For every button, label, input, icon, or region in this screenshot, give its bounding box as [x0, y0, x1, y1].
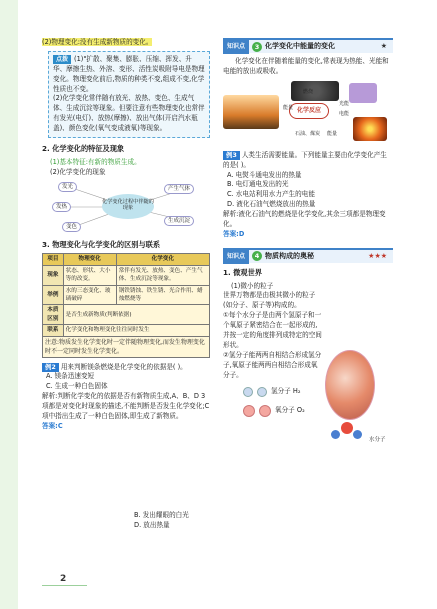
example-3-options	[223, 171, 393, 211]
kp-tag: 知识点	[223, 39, 249, 54]
example-3-analysis: 解析:液化石油气的燃烧是化学变化,其余三项都是物理变化。	[223, 210, 386, 229]
h-atom-icon	[353, 430, 362, 439]
row-label: 联系	[43, 325, 64, 336]
water-molecule	[335, 422, 359, 442]
option: A. 镁条迅速变短	[46, 372, 95, 381]
tip-tag: 点拨	[53, 55, 71, 64]
mindmap-node: 生成沉淀	[164, 216, 194, 226]
sunset-image	[223, 95, 279, 129]
sec3-title: 3. 物理变化与化学变化的区别与联系	[42, 239, 161, 249]
scene-label: 光能	[339, 100, 350, 107]
energy-scene	[223, 81, 393, 147]
th-physical: 物理变化	[63, 254, 116, 265]
page-line	[42, 585, 87, 586]
o-atom-icon	[259, 405, 271, 417]
scene-label: 能量	[327, 130, 338, 137]
option: C. 生成一种白色固体	[46, 382, 108, 391]
scene-label: 能量	[283, 104, 294, 111]
kp-tag: 知识点	[223, 249, 249, 264]
sec1-point-1: ①每个水分子是由两个氢原子和一个氧原子紧密结合在一起形成的,并按一定的角度排列成特定的空间形状。	[223, 311, 322, 349]
left-column	[42, 38, 210, 432]
example-2-question: 用来判断镁条燃烧是化学变化的依据是( )。	[60, 362, 187, 371]
mindmap-node: 变色	[62, 222, 81, 232]
option: B. 电灯通电发出的光	[227, 180, 289, 189]
tip-1-text: (1)"扩散、聚集、膨胀、压缩、挥发、升华、摩擦生热、外溶、变形、活性炭吸附导电是物理变化。物理变化前后,物质的种类不变,组成不变,化学性质也不变。	[53, 54, 205, 93]
mindmap-node: 发热	[52, 202, 71, 212]
cell-physical: 水的三态变化、玻璃破碎	[63, 285, 116, 305]
th-chemical: 化学变化	[116, 254, 209, 265]
example-2-analysis: 解析:判断化学变化的依据是否有新物质生成,A、B、D 3项都是对变化时现象的描述,不能判断是否发生化学变化;C项中指出生成了一种白色固体,即生成了新物质。	[42, 392, 210, 420]
h-atom-icon	[243, 387, 253, 397]
row-label: 本质区别	[43, 305, 64, 325]
o-atom-icon	[243, 405, 255, 417]
h2-label: 氢分子 H₂	[271, 386, 301, 395]
example-2	[42, 363, 210, 373]
tip-box	[48, 51, 210, 138]
knowledge-point-4-bar	[223, 248, 393, 263]
knowledge-point-3-bar	[223, 38, 393, 53]
star-icon: ★	[380, 42, 387, 51]
example-3-tag: 例3	[223, 151, 240, 161]
example-3-answer: 答案:D	[223, 229, 245, 238]
example-2-answer: 答案:C	[42, 421, 63, 430]
cell-merged: 是否生成新物质(判断依据)	[63, 305, 209, 325]
option-d: D. 放出热量	[134, 521, 170, 529]
kp-number: 3	[252, 42, 262, 52]
star-icon: ★★★	[368, 252, 387, 261]
flower-image	[349, 83, 377, 103]
example-2-tag: 例2	[42, 363, 59, 373]
option: A. 电熨斗通电发出的热量	[227, 170, 302, 179]
fire-image	[353, 117, 387, 141]
cell-merged: 化学变化和物理变化往往同时发生	[63, 325, 209, 336]
scene-label: 石油、煤炭	[295, 130, 321, 137]
tip-2: (2)化学变化常伴随有放光、放热、变色、生成气体、生成沉淀等现象。但要注意有些物理变化也常伴有发光(电灯)、放热(摩擦)、放出气体(开启汽水瓶盖)、颜色变化(氧气变成液氧)等现象。	[53, 94, 205, 133]
option: D. 液化石油气燃烧放出的热量	[227, 200, 316, 209]
kp-title: 化学变化中能量的变化	[265, 42, 336, 51]
cell-chemical: 钢铁锈蚀、铁生锈、光合作用、蜡烛燃烧等	[116, 285, 209, 305]
table-note: 注意:物质发生化学变化时一定伴随物理变化,而发生物理变化时不一定同时发生化学变化。	[42, 337, 210, 358]
h-atom-icon	[331, 430, 340, 439]
item-physical-change	[42, 38, 210, 48]
sec2-1: (1)基本特征:有新的物质生成。	[50, 157, 141, 166]
scene-label: 电能	[339, 110, 350, 117]
th-item: 项目	[43, 254, 64, 265]
side-strip	[0, 0, 18, 609]
cell-physical: 状态、形状、大小等的改变。	[63, 265, 116, 285]
sec1-text: 世界万物都是由极其微小的粒子(如分子、原子等)构成的。	[223, 291, 316, 310]
mindmap-center: 化学变化过程中伴随的现象	[102, 194, 154, 219]
kp-number: 4	[252, 251, 262, 261]
sec1-point-2: ②氢分子能两两自相结合形成氢分子,氧原子能两两自相结合形成氧分子。	[223, 350, 322, 379]
kp-title: 物质构成的奥秘	[265, 252, 315, 261]
cell-chemical: 常伴有发光、放热、变色、产生气体、生成沉淀等现象。	[116, 265, 209, 285]
sec2-2: (2)化学变化的现象	[50, 167, 106, 176]
coal-image	[291, 81, 339, 101]
sec1-title: 1. 微观世界	[223, 267, 262, 277]
mindmap-node: 发光	[58, 182, 77, 192]
mindmap-node: 产生气体	[164, 184, 194, 194]
option-b: B. 发出耀眼的白光	[134, 511, 189, 519]
row-label: 现象	[43, 265, 64, 285]
example-3-question: 人类生活需要能量。下列能量主要由化学变化产生的是( )。	[223, 150, 387, 169]
sec1-block	[223, 282, 323, 381]
kp3-text: 化学变化在伴随着能量的变化,常表现为热能、光能和电能的放出或吸收。	[223, 57, 389, 75]
sec2-title: 2. 化学变化的特征及现象	[42, 144, 125, 154]
row-label: 举例	[43, 285, 64, 305]
mindmap	[52, 180, 202, 235]
scene-center: 化学反应	[289, 103, 329, 119]
o-atom-icon	[341, 422, 353, 434]
option: C. 水电站利用水力产生的电能	[227, 190, 315, 199]
o2-label: 氧分子 O₂	[275, 405, 305, 414]
particle-sphere	[325, 350, 375, 420]
physical-change-text: (2)物理变化:没有生成新物质的变化。	[42, 38, 153, 46]
sec1-sub: (1)微小的粒子	[231, 281, 274, 290]
tip-1	[53, 55, 205, 95]
scene-label: 燃烧	[303, 88, 314, 95]
comparison-table	[42, 253, 210, 336]
example-3	[223, 151, 393, 171]
example-2-options	[42, 372, 210, 392]
water-label: 水分子	[369, 437, 386, 443]
page-number: 2	[60, 574, 67, 584]
h-atom-icon	[257, 387, 267, 397]
